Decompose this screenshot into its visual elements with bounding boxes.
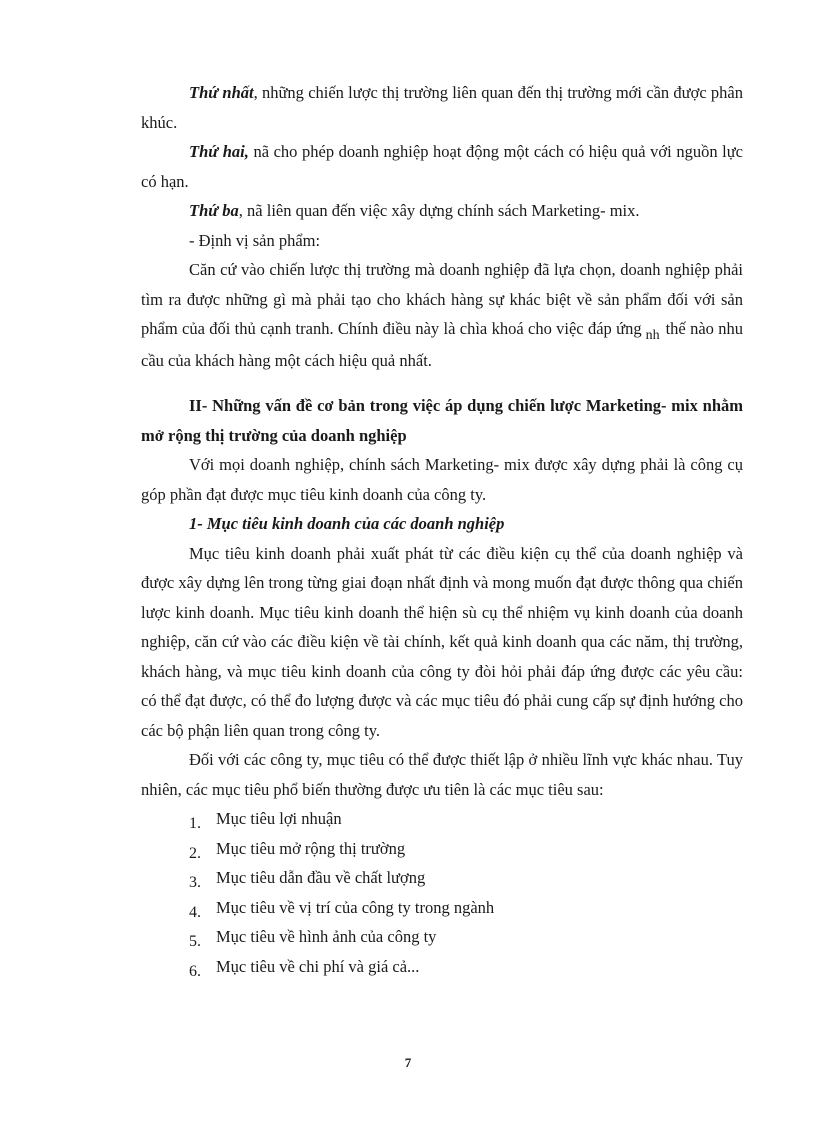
list-item <box>141 893 743 923</box>
list-item <box>141 863 743 893</box>
lead-term-third: Thứ ba <box>189 201 239 220</box>
list-item-text: Mục tiêu về vị trí của công ty trong ngành <box>216 897 495 917</box>
paragraph-third <box>141 196 743 226</box>
list-number: 4. <box>189 903 201 921</box>
list-item-text: Mục tiêu dẫn đầu về chất lượng <box>216 868 426 887</box>
list-item-text: Mục tiêu về hình ảnh của công ty <box>216 927 437 946</box>
paragraph-positioning-text-a: Căn cứ vào chiến lược thị trường mà doanh nghiệp đã lựa chọn, doanh nghiệp phải tìm ra được những gì mà phải tạo cho khách hàng sự khác biệt về sản phẩm đối với sản phẩm của đối thủ cạnh tranh. Chính điều này là chìa khoá cho việc đáp ứng <box>141 260 743 338</box>
subsection-heading: 1- Mục tiêu kinh doanh của các doanh nghiệp <box>189 514 505 533</box>
paragraph-positioning-text-b: thế nào nhu cầu của khách hàng một cách hiệu quả nhất. <box>141 319 743 370</box>
subsection-paragraph-2: Đối với các công ty, mục tiêu có thể được thiết lập ở nhiều lĩnh vực khác nhau. Tuy nhiên, các mục tiêu phổ biến thường được ưu tiên là các mục tiêu sau: <box>141 750 743 799</box>
list-item <box>141 804 743 834</box>
list-item <box>141 922 743 952</box>
paragraph-second <box>141 137 743 196</box>
page-number: 7 <box>404 1055 412 1070</box>
product-positioning-label: - Định vị sản phẩm: <box>189 230 321 250</box>
paragraph-first-text: , những chiến lược thị trường liên quan đến thị trường mới cần được phân khúc. <box>141 83 743 132</box>
subsection-paragraph-1: Mục tiêu kinh doanh phải xuất phát từ các điều kiện cụ thể của doanh nghiệp và được xây dựng lên trong từng giai đoạn nhất định và mong muốn đạt được thông qua chiến lược kinh doanh. Mục tiêu kinh doanh thể hiện sù cụ thể nhiệm vụ kinh doanh của doanh nghiệp, căn cứ vào các điều kiện về tài chính, kết quả kinh doanh qua các năm, thị trường, khách hàng, và mục tiêu kinh doanh của công ty đòi hỏi phải đáp ứng được các yêu cầu: có thể đạt được, có thể đo lượng được và các mục tiêu đó phải cung cấp sự định hướng cho các bộ phận liên quan trong công ty. <box>141 543 743 740</box>
section-intro: Với mọi doanh nghiệp, chính sách Marketing- mix được xây dựng phải là công cụ góp phần đạt được mục tiêu kinh doanh của công ty. <box>141 455 743 504</box>
list-number: 6. <box>189 962 201 980</box>
list-item <box>141 952 743 982</box>
list-item <box>141 834 743 864</box>
list-item-text: Mục tiêu lợi nhuận <box>216 809 342 828</box>
paragraph-first <box>141 78 743 137</box>
stray-fragment: nh <box>645 328 660 343</box>
paragraph-third-text: , nã liên quan đến việc xây dựng chính sách Marketing- mix. <box>238 201 640 220</box>
list-item-text: Mục tiêu về chi phí và giá cả... <box>216 956 420 976</box>
lead-term-first: Thứ nhất <box>189 83 254 102</box>
section-heading: II- Những vấn đề cơ bản trong việc áp dụng chiến lược Marketing- mix nhằm mở rộng thị trường của doanh nghiệp <box>141 396 743 445</box>
list-number: 2. <box>189 844 201 862</box>
objectives-list <box>141 804 743 981</box>
paragraph-second-text: nã cho phép doanh nghiệp hoạt động một cách có hiệu quả với nguồn lực có hạn. <box>141 142 743 191</box>
lead-term-second: Thứ hai, <box>189 142 249 161</box>
paragraph-positioning <box>141 255 743 375</box>
list-number: 3. <box>189 874 201 891</box>
list-item-text: Mục tiêu mở rộng thị trường <box>216 838 406 858</box>
list-number: 5. <box>189 933 201 950</box>
list-number: 1. <box>189 815 201 832</box>
page-content <box>141 78 743 981</box>
